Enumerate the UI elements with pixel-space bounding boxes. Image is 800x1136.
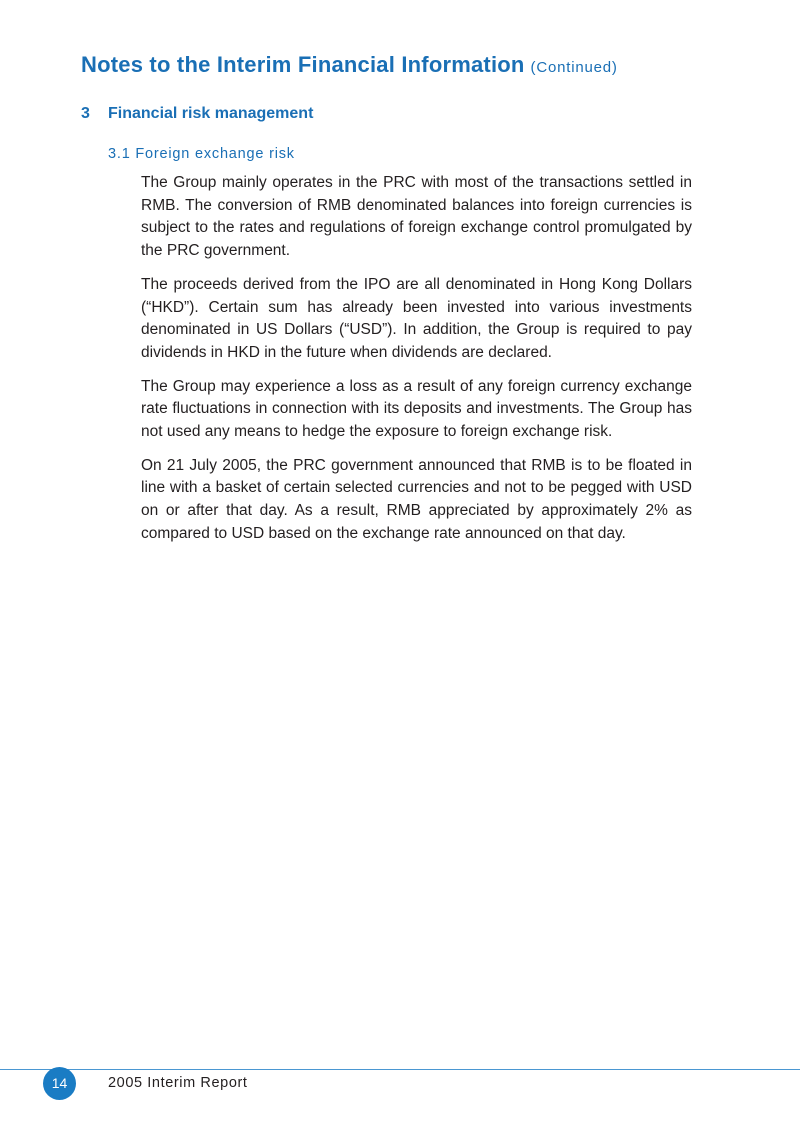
- paragraph-ipo-proceeds: The proceeds derived from the IPO are all denominated in Hong Kong Dollars (“HKD”). Certain sum has already been invested into various investments denominated in US Dollars (“USD”). In addition, the Group is required to pay dividends in HKD in the future when dividends are declared.: [141, 275, 692, 361]
- paragraph-rmb-float: On 21 July 2005, the PRC government announced that RMB is to be floated in line with a basket of certain selected currencies and not to be pegged with USD on or after that day. As a result, RMB appreciated by approximately 2% as compared to USD based on the exchange rate announced on that day.: [141, 456, 692, 542]
- paragraph-currency-operations: The Group mainly operates in the PRC with most of the transactions settled in RMB. The conversion of RMB denominated balances into foreign currencies is subject to the rates and regulations of foreign exchange control promulgated by the PRC government.: [141, 174, 692, 260]
- subsection-heading: 3.1 Foreign exchange risk: [108, 146, 295, 162]
- page-title-suffix: (Continued): [530, 59, 618, 76]
- section-number: 3: [81, 105, 90, 122]
- footer-divider: [0, 1069, 800, 1070]
- page-number-badge: 14: [43, 1067, 76, 1100]
- section-title: Financial risk management: [108, 105, 314, 122]
- footer-report-title: 2005 Interim Report: [108, 1075, 248, 1091]
- section-heading: [81, 105, 313, 123]
- page-header: [81, 52, 618, 78]
- page-title: Notes to the Interim Financial Information: [81, 52, 525, 77]
- paragraph-fx-loss-risk: The Group may experience a loss as a result of any foreign currency exchange rate fluctuations in connection with its deposits and investments. The Group has not used any means to hedge the exposure to foreign exchange risk.: [141, 377, 692, 441]
- body-text: [141, 172, 692, 557]
